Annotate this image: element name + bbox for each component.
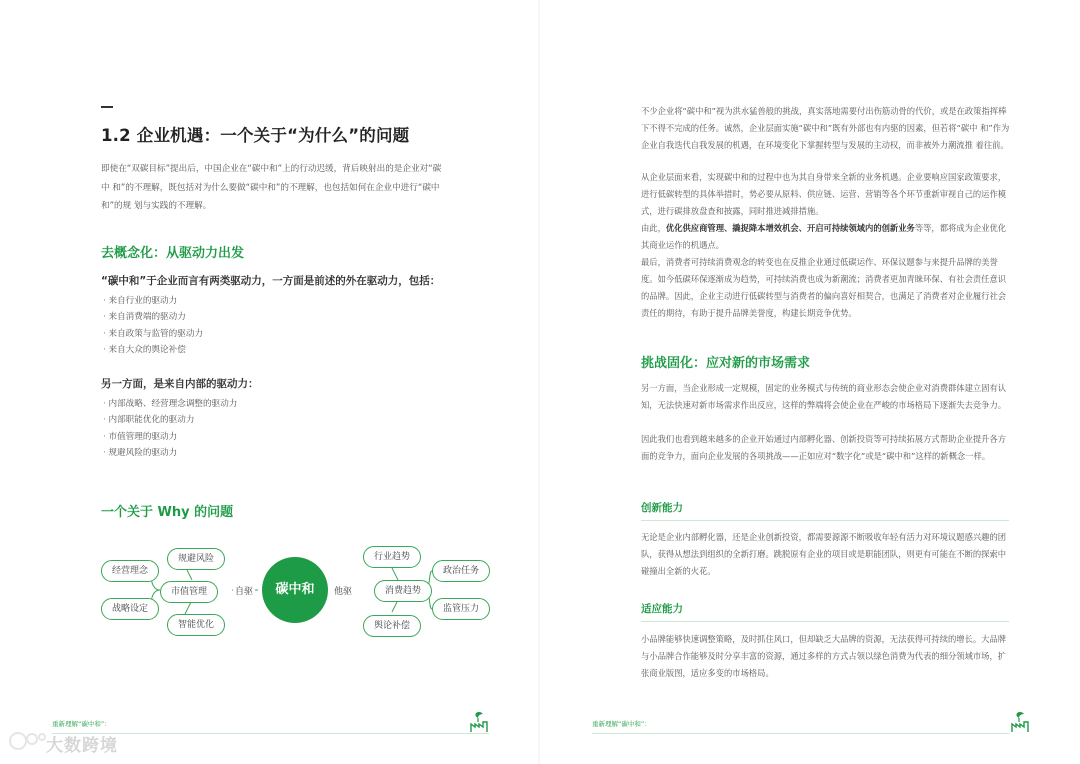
watermark-text: 大数跨境 [46,736,118,756]
right-paragraph-7: 无论是企业内部孵化器，还是企业创新投资，都需要源源不断吸收年轻有活力对环境议题感兴趣的团 队，获得从想法到组织的全新打磨。跳脱原有企业的项目或是职能团队，则更有可能在不断的探索中 碰撞出全新的火花。 [641,532,1007,576]
left-footer-text: 重新理解“碳中和”： [52,720,111,728]
right-footer-text: 重新理解“碳中和”： [592,720,651,728]
heading-challenge: 挑战固化：应对新的市场需求 [641,356,811,371]
list-item: · 市值管理的驱动力 [103,429,237,445]
intro-paragraph: 即使在“双碳目标”提出后，中国企业在“碳中和”上的行动迟缓，背后映射出的是企业对“碳中 和”的不理解，既包括对为什么要做“碳中和”的不理解，也包括如何在企业中进行“碳中和”的规 划与实践的不理解。 [101,164,442,211]
mindmap-hub-other-driven: 他驱 [332,584,354,597]
watermark-logo-icon [8,727,48,755]
right-paragraph-4: 最后，消费者可持续消费观念的转变也在反推企业通过低碳运作、环保议题参与来提升品牌的美誉 度。如今低碳环保逐渐成为趋势，可持续消费也成为新潮流；消费者更加青睐环保、有社会责任意识 的品牌。因此，企业主动进行低碳转型与消费者的偏向喜好相契合，也满足了消费者对企业履行社会 责任的期待，有助于提升品牌美誉度，构建长期竞争优势。 [641,257,1007,318]
p3-suffix: 等等，都将成为企业优化 其商业运作的机遇点。 [641,223,1007,250]
heading-why-question: 一个关于 Why 的问题 [101,505,234,520]
list-item: · 来自消费端的驱动力 [103,309,203,325]
factory-leaf-icon [469,710,489,734]
right-paragraph-6: 因此我们也看到越来越多的企业开始通过内部孵化器、创新投资等可持续拓展方式帮助企业提升各方 面的竞争力，面向企业发展的各项挑战——正如应对“数字化”或是“碳中和”这样的新概念一样。 [641,434,1007,461]
internal-intro: 另一方面，是来自内部的驱动力： [101,378,259,390]
mindmap-node-consumer-trend: 消费趋势 [374,580,432,602]
list-item: · 来自政策与监管的驱动力 [103,326,203,342]
mindmap-node-philosophy: 经营理念 [101,560,159,582]
heading-innovation: 创新能力 [641,502,683,514]
right-paragraph-5: 另一方面，当企业形成一定规模，固定的业务模式与传统的商业形态会使企业对消费群体建立固有认 知，无法快速对新市场需求作出反应，这样的弊端将会使企业在严峻的市场格局下逐渐失去竞争力。 [641,383,1007,410]
drivers-intro: “碳中和”于企业而言有两类驱动力，一方面是前述的外在驱动力，包括： [101,275,441,287]
p3-bold: 优化供应商管理、撬捉降本增效机会、开启可持续领域内的创新业务 [665,223,915,233]
list-item: · 来自大众的舆论补偿 [103,342,203,358]
section-title: 1.2 企业机遇：一个关于“为什么”的问题 [101,126,410,145]
right-paragraph-2: 从企业层面来看，实现碳中和的过程中也为其自身带来全新的业务机遇。企业要响应国家政策要求，进行低碳转型的具体举措时，势必要从原料、供应链、运营、营销等各个环节重新审视自己的运作模 式，进行碳排放盘查和披露，同时推进减排措施。 [641,172,1007,216]
mindmap-hub-self-driven: 自驱 [233,584,255,597]
right-paragraph-8: 小品牌能够快速调整策略，及时抓住风口，但却缺乏大品牌的资源，无法获得可持续的增长。大品牌 与小品牌合作能够及时分享丰富的资源，通过多样的方式占领以绿色消费为代表的细分领域市场，扩 张商业版图，适应多变的市场格局。 [641,634,1007,678]
p3-prefix: 由此， [641,223,666,233]
right-footer-line [592,733,1010,734]
mindmap-node-market-cap: 市值管理 [160,581,218,603]
list-item: · 内部职能优化的驱动力 [103,412,237,428]
list-item: · 来自行业的驱动力 [103,293,203,309]
heading-adaptability: 适应能力 [641,603,683,615]
mindmap-node-public-opinion: 舆论补偿 [363,615,421,637]
mindmap-center: 碳中和 [262,557,328,623]
right-paragraph-1: 不少企业将“碳中和”视为洪水猛兽般的挑战，真实落地需要付出伤筋动骨的代价，或是在政策指挥棒下不得不完成的任务。诚然，企业层面实施“碳中和”既有外部也有内驱的因素，但若将“碳中 和”作为企业自我迭代自我发展的机遇，在环境变化下掌握转型与发展的主动权，而非被外力潮流推 着往前。 [641,106,1010,150]
list-item: · 内部战略、经营理念调整的驱动力 [103,396,237,412]
innovation-rule [641,520,1009,521]
mindmap-node-strategy: 战略设定 [101,598,159,620]
factory-leaf-icon [1010,710,1030,734]
mindmap-node-political-task: 政治任务 [432,560,490,582]
heading-deconceptualize: 去概念化：从驱动力出发 [101,246,245,261]
right-paragraph-3 [641,220,1010,254]
mindmap-node-industry-trend: 行业趋势 [363,546,421,568]
adaptability-rule [641,621,1009,622]
list-item: · 规避风险的驱动力 [103,445,237,461]
mindmap-node-regulatory-pressure: 监管压力 [432,598,490,620]
mindmap-node-avoid-risk: 规避风险 [167,548,225,570]
mindmap-node-smart-optimize: 智能优化 [167,614,225,636]
